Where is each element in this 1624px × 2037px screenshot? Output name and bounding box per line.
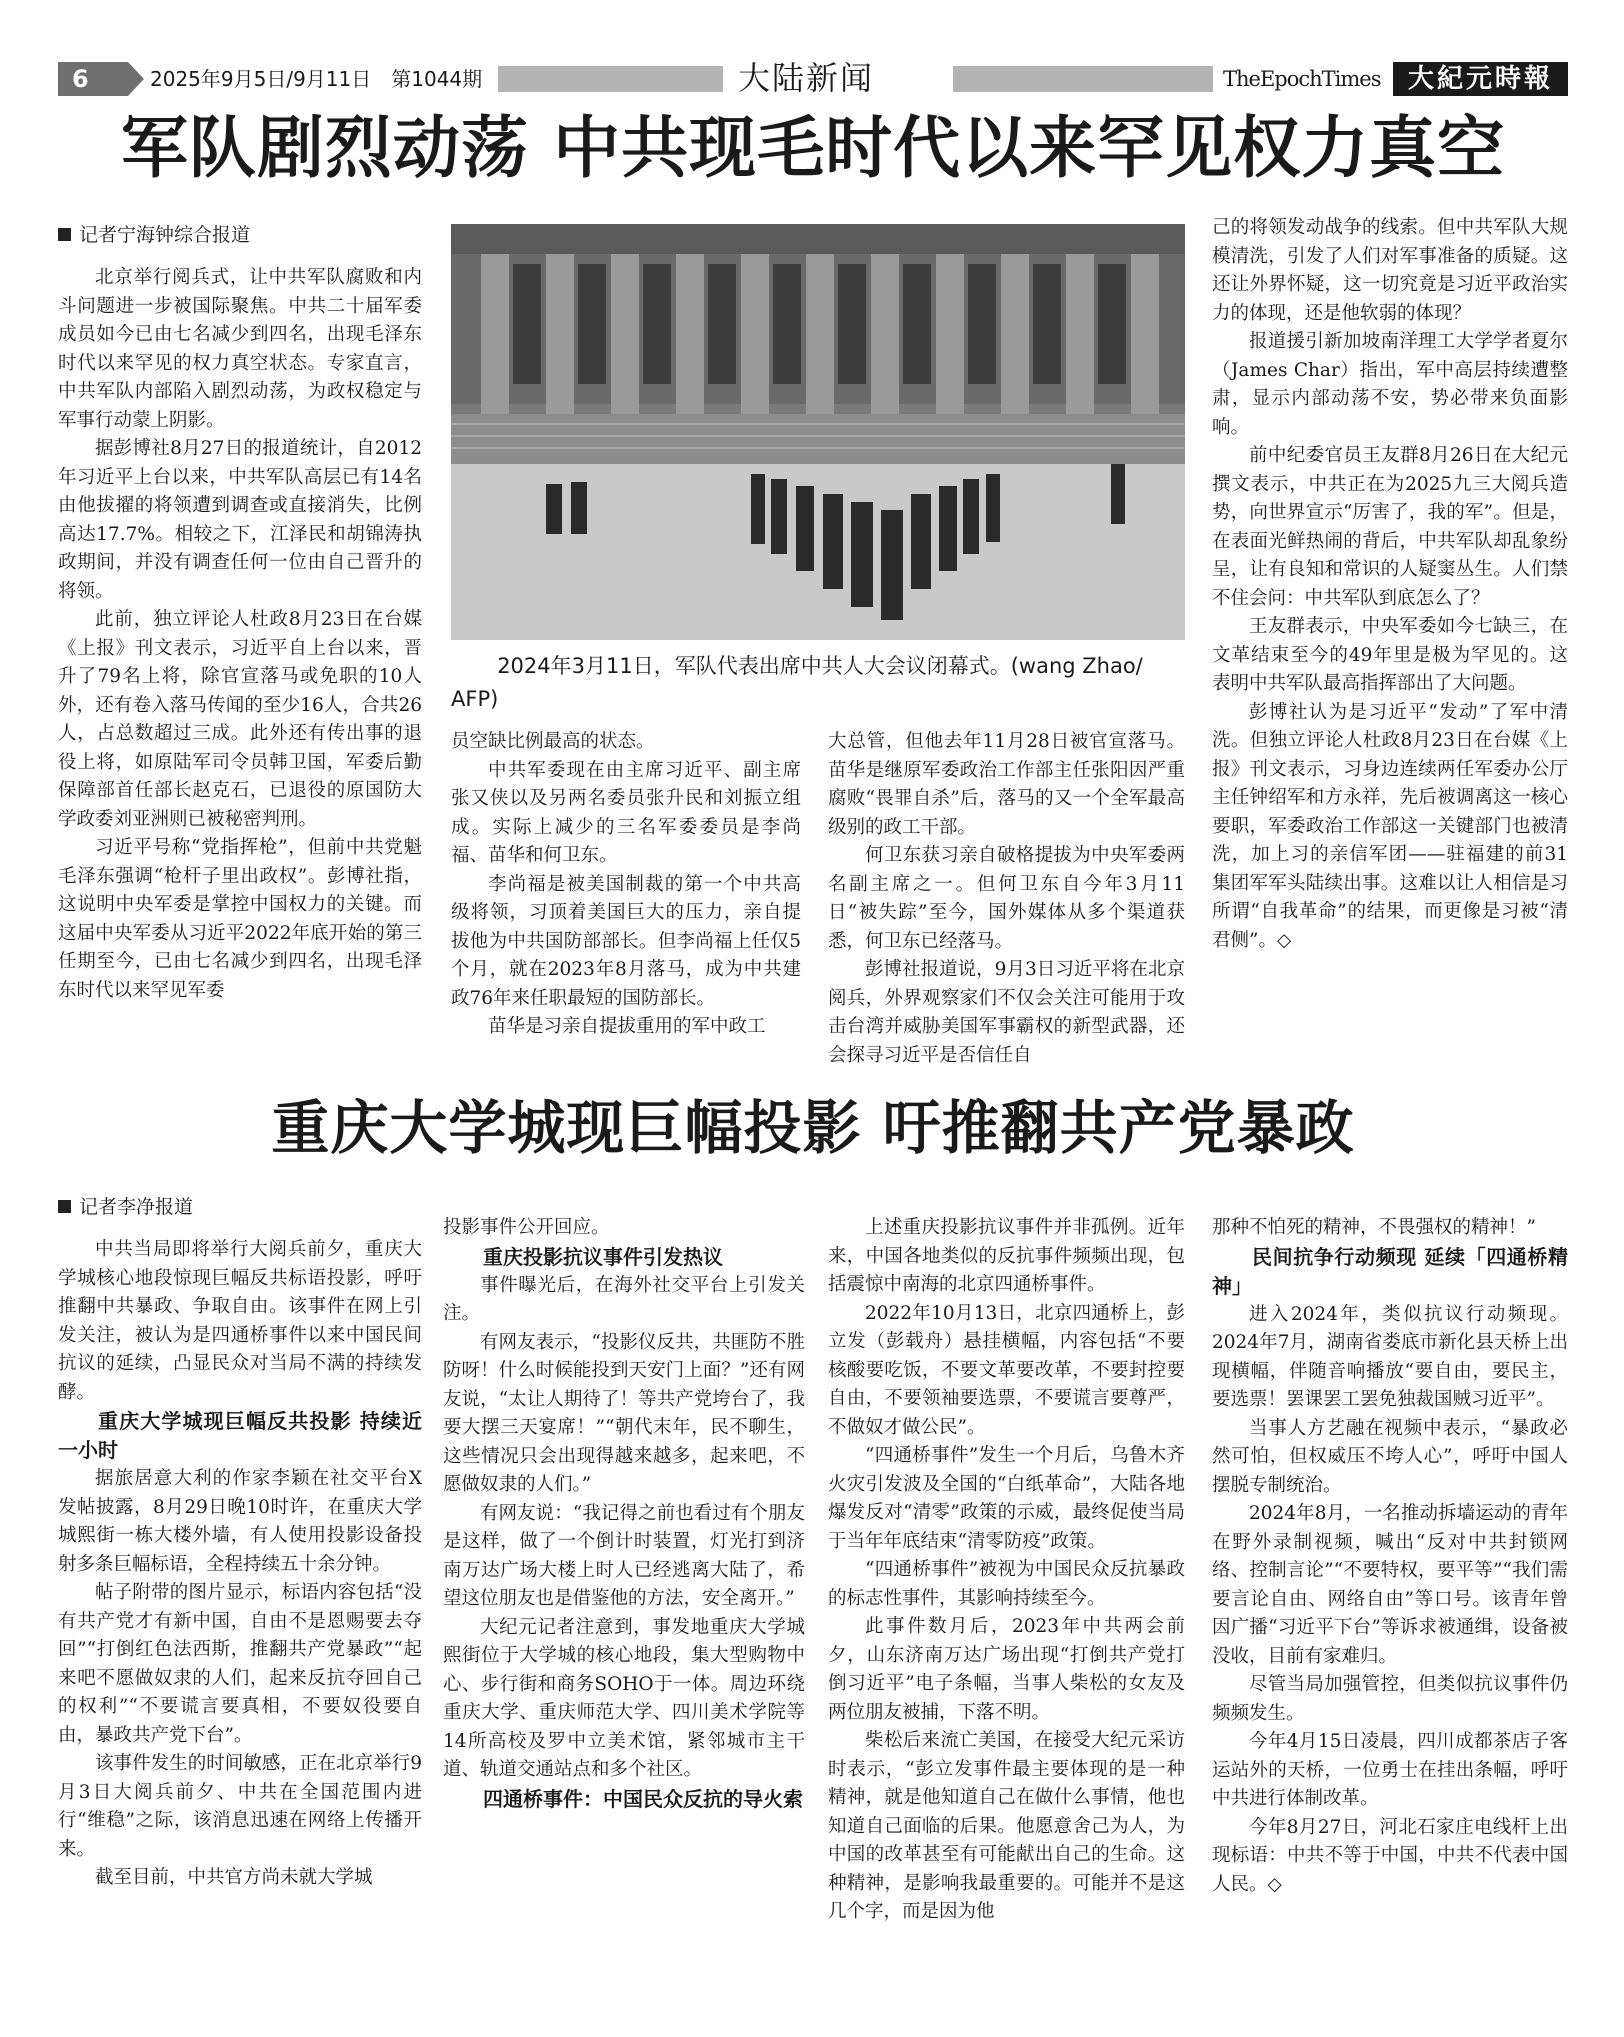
section-title: 大陆新闻 (738, 59, 875, 97)
paragraph: 前中纪委官员王友群8月26日在大纪元撰文表示，中共正在为2025九三大阅兵造势，向世界宣示“厉害了，我的军”。但是，在表面光鲜热闹的背后，中共军队却乱象纷呈，让有良知和常识的人疑窦丛生。人们禁不住会问：中共军队到底怎么了？ (1212, 445, 1568, 609)
subheading: 民间抗争行动频现 延续「四通桥精神」 (1212, 1244, 1568, 1298)
paragraph: 此事件数月后，2023年中共两会前夕，山东济南万达广场出现“打倒共产党打倒习近平”电子条幅，当事人柴松的女友及两位朋友被捕，下落不明。 (828, 1616, 1185, 1723)
paragraph: 彭博社认为是习近平“发动”了军中清洗。但独立评论人杜政8月23日在台媒《上报》刊文表示，习身边连续两任军委办公厅主任钟绍军和方永祥，先后被调离这一核心要职，军委政治工作部这一关键部门也被清洗，加上习的亲信军团——驻福建的前31集团军军头陆续出事。这难以让人相信是习所谓“自我革命”的结果，而更像是习被“清君侧”。◇ (1212, 701, 1568, 951)
paragraph: 王友群表示，中央军委如今七缺三，在文革结束至今的49年里是极为罕见的。这表明中共军队最高指挥部出了大问题。 (1212, 616, 1568, 694)
paragraph: 2024年8月，一名推动拆墙运动的青年在野外录制视频，喊出“反对中共封锁网络、控制言论”“不要特权，要平等”“我们需要言论自由、网络自由”等口号。该青年曾因广播“习近平下台”等诉求被通缉，设备被没收，目前有家难归。 (1212, 1503, 1568, 1667)
paragraph: 大总管，但他去年11月28日被官宣落马。苗华是继原军委政治工作部主任张阳因严重腐败“畏罪自杀”后，落马的又一个全军最高级别的政工干部。 (828, 731, 1185, 838)
paragraph: 习近平号称“党指挥枪”，但前中共党魁毛泽东强调“枪杆子里出政权”。彭博社指，这说明中央军委是掌控中国权力的关键。而这届中央军委从习近平2022年底开始的第三任期至今，已由七名减少到四名，出现毛泽东时代以来罕见军委 (58, 837, 422, 1001)
subheading: 四通桥事件：中国民众反抗的导火索 (483, 1786, 803, 1811)
paragraph: 何卫东获习亲自破格提拔为中央军委两名副主席之一。但何卫东自今年3月11日“被失踪”至今，国外媒体从多个渠道获悉，何卫东已经落马。 (828, 845, 1185, 952)
paragraph: 当事人方艺融在视频中表示，“暴政必然可怕，但权威压不垮人心”，呼吁中国人摆脱专制统治。 (1212, 1417, 1568, 1496)
paragraph: “四通桥事件”发生一个月后，乌鲁木齐火灾引发波及全国的“白纸革命”，大陆各地爆发反对“清零”政策的示威，最终促使当局于当年年底结束“清零防疫”政策。 (828, 1445, 1185, 1552)
page-header (58, 59, 1568, 98)
paragraph: 上述重庆投影抗议事件并非孤例。近年来，中国各地类似的反抗事件频频出现，包括震惊中南海的北京四通桥事件。 (828, 1217, 1185, 1295)
article1-headline: 军队剧烈动荡 中共现毛时代以来罕见权力真空 (120, 109, 1506, 187)
article2-headline: 重庆大学城现巨幅投影 吁推翻共产党暴政 (271, 1094, 1355, 1162)
paragraph: 截至目前，中共官方尚未就大学城 (95, 1867, 373, 1888)
paragraph: 据彭博社8月27日的报道统计，自2012年习近平上台以来，中共军队高层已有14名由他拔擢的将领遭到调查或直接消失，比例高达17.7%。相较之下，江泽民和胡锦涛执政期间，并没有调查任何一位由自己晋升的将领。 (58, 438, 422, 602)
paragraph: 报道援引新加坡南洋理工大学学者夏尔（James Char）指出，军中高层持续遭整肃，显示内部动荡不安，势必带来负面影响。 (1212, 331, 1568, 438)
article1-column-3 (828, 728, 1185, 1070)
news-photo (451, 224, 1185, 640)
subheading: 重庆大学城现巨幅反共投影 持续近一小时 (58, 1409, 422, 1462)
paragraph: 尽管当局加强管控，但类似抗议事件仍频频发生。 (1212, 1674, 1568, 1724)
paragraph: 中共军委现在由主席习近平、副主席张又侠以及另两名委员张升民和刘振立组成。实际上减少的三名军委委员是李尚福、苗华和何卫东。 (451, 759, 801, 866)
paragraph: 2022年10月13日，北京四通桥上，彭立发（彭载舟）悬挂横幅，内容包括“不要核酸要吃饭，不要文革要改革，不要封控要自由，不要领袖要选票，不要谎言要尊严，不做奴才做公民”。 (828, 1302, 1185, 1438)
paragraph: 中共当局即将举行大阅兵前夕，重庆大学城核心地段惊现巨幅反共标语投影，呼吁推翻中共暴政、争取自由。该事件在网上引发关注，被认为是四通桥事件以来中国民间抗议的延续，凸显民众对当局不满的持续发酵。 (58, 1239, 422, 1403)
subheading: 重庆投影抗议事件引发热议 (483, 1244, 723, 1269)
paragraph: 员空缺比例最高的状态。 (451, 731, 655, 752)
paragraph: “四通桥事件”被视为中国民众反抗暴政的标志性事件，其影响持续至今。 (828, 1559, 1185, 1609)
paragraph: 李尚福是被美国制裁的第一个中共高级将领，习顶着美国巨大的压力，亲自提拔他为中共国防部部长。但李尚福上任仅5个月，就在2023年8月落马，成为中共建政76年来任职最短的国防部长。 (451, 873, 801, 1009)
epoch-times-logo: 大紀元時報 (1393, 62, 1568, 96)
article2-column-1 (58, 1192, 422, 1893)
photo-caption: 2024年3月11日，军队代表出席中共人大会议闭幕式。(wang Zhao/ AFP) (451, 654, 1143, 711)
paragraph: 彭博社报道说，9月3日习近平将在北京阅兵，外界观察家们不仅会关注可能用于攻击台湾并威胁美国军事霸权的新型武器，还会探寻习近平是否信任自 (828, 959, 1185, 1066)
paragraph: 帖子附带的图片显示，标语内容包括“没有共产党才有新中国，自由不是恩赐要去夺回”“打倒红色法西斯，推翻共产党暴政”“起来吧不愿做奴隶的人们，起来反抗夺回自己的权利”“不要谎言要真相，不要奴役要自由，暴政共产党下台”。 (58, 1582, 422, 1746)
paragraph: 投影事件公开回应。 (443, 1217, 610, 1238)
square-bullet-icon (58, 228, 71, 241)
page-number: 6 (58, 62, 128, 96)
article1-byline: 记者宁海钟综合报道 (58, 220, 422, 264)
issue-date: 2025年9月5日/9月11日 第1044期 (150, 67, 483, 91)
paragraph: 有网友说：“我记得之前也看过有个朋友是这样，做了一个倒计时装置，灯光打到济南万达广场大楼上时人已经逃离大陆了，希望这位朋友也是借鉴他的方法，安全离开。” (443, 1502, 805, 1609)
paragraph: 大纪元记者注意到，事发地重庆大学城熙街位于大学城的核心地段，集大型购物中心、步行街和商务SOHO于一体。周边环绕重庆大学、重庆师范大学、四川美术学院等14所高校及罗中立美术馆，紧邻城市主干道、轨道交通站点和多个社区。 (443, 1616, 805, 1780)
header-rule-right (953, 66, 1213, 92)
article1-column-1 (58, 220, 422, 1005)
paragraph: 此前，独立评论人杜政8月23日在台媒《上报》刊文表示，习近平自上台以来，晋升了79名上将，除官宣落马或免职的10人外，还有卷入落马传闻的至少16人，合共26人，占总数超过三成。此外还有传出事的退役上将，如原陆军司令员韩卫国，军委后勤保障部首任部长赵克石，已退役的原国防大学政委刘亚洲则已被秘密判刑。 (58, 609, 422, 830)
article1-column-4 (1212, 214, 1568, 955)
header-rule-left (498, 66, 723, 92)
paragraph: 今年8月27日，河北石家庄电线杆上出现标语：中共不等于中国，中共不代表中国人民。◇ (1212, 1816, 1568, 1895)
paragraph: 事件曝光后，在海外社交平台上引发关注。 (443, 1274, 805, 1324)
paragraph: 柴松后来流亡美国，在接受大纪元采访时表示，“彭立发事件最主要体现的是一种精神，就是他知道自己在做什么事情，他也知道自己面临的后果。他愿意舍己为人，为中国的改革甚至有可能献出自己的生命。这种精神，是影响我最重要的。可能并不是这几个字，而是因为他 (828, 1730, 1185, 1922)
article2-column-4 (1212, 1214, 1568, 1899)
paragraph: 北京举行阅兵式，让中共军队腐败和内斗问题进一步被国际聚焦。中共二十届军委成员如今已由七名减少到四名，出现毛泽东时代以来罕见的权力真空状态。专家直言，中共军队内部陷入剧烈动荡，为政权稳定与军事行动蒙上阴影。 (58, 267, 422, 431)
epoch-times-wordmark: TheEpochTimes (1223, 67, 1381, 91)
article2-column-3 (828, 1214, 1185, 1927)
paragraph: 有网友表示，“投影仪反共，共匪防不胜防呀！什么时候能投到天安门上面？”还有网友说，“太让人期待了！等共产党垮台了，我要大摆三天宴席！”“朝代末年，民不聊生，这些情况只会出现得越来越多，起来吧，不愿做奴隶的人们。” (443, 1331, 805, 1495)
square-bullet-icon (58, 1200, 71, 1213)
paragraph: 今年4月15日凌晨，四川成都茶店子客运站外的天桥，一位勇士在挂出条幅，呼吁中共进行体制改革。 (1212, 1731, 1568, 1809)
paragraph: 己的将领发动战争的线索。但中共军队大规模清洗，引发了人们对军事准备的质疑。这还让外界怀疑，这一切究竟是习近平政治实力的体现，还是他软弱的体现？ (1212, 217, 1568, 324)
paragraph: 那种不怕死的精神，不畏强权的精神！” (1212, 1217, 1536, 1238)
article2-column-2 (443, 1214, 805, 1814)
paragraph: 进入2024年，类似抗议行动频现。2024年7月，湖南省娄底市新化县天桥上出现横幅，伴随音响播放“要自由，要民主，要选票！罢课罢工罢免独裁国贼习近平”。 (1212, 1303, 1568, 1410)
building-steps-delegates-photo (451, 224, 1185, 640)
paragraph: 苗华是习亲自提拔重用的军中政工 (488, 1016, 766, 1037)
paragraph: 该事件发生的时间敏感，正在北京举行9月3日大阅兵前夕、中共在全国范围内进行“维稳”之际，该消息迅速在网络上传播开来。 (58, 1753, 422, 1860)
paragraph: 据旅居意大利的作家李颖在社交平台X发帖披露，8月29日晚10时许，在重庆大学城熙街一栋大楼外墙，有人使用投影设备投射多条巨幅标语，全程持续五十余分钟。 (58, 1468, 422, 1575)
article1-column-2 (451, 728, 801, 1042)
article2-byline: 记者李净报道 (58, 1192, 422, 1236)
